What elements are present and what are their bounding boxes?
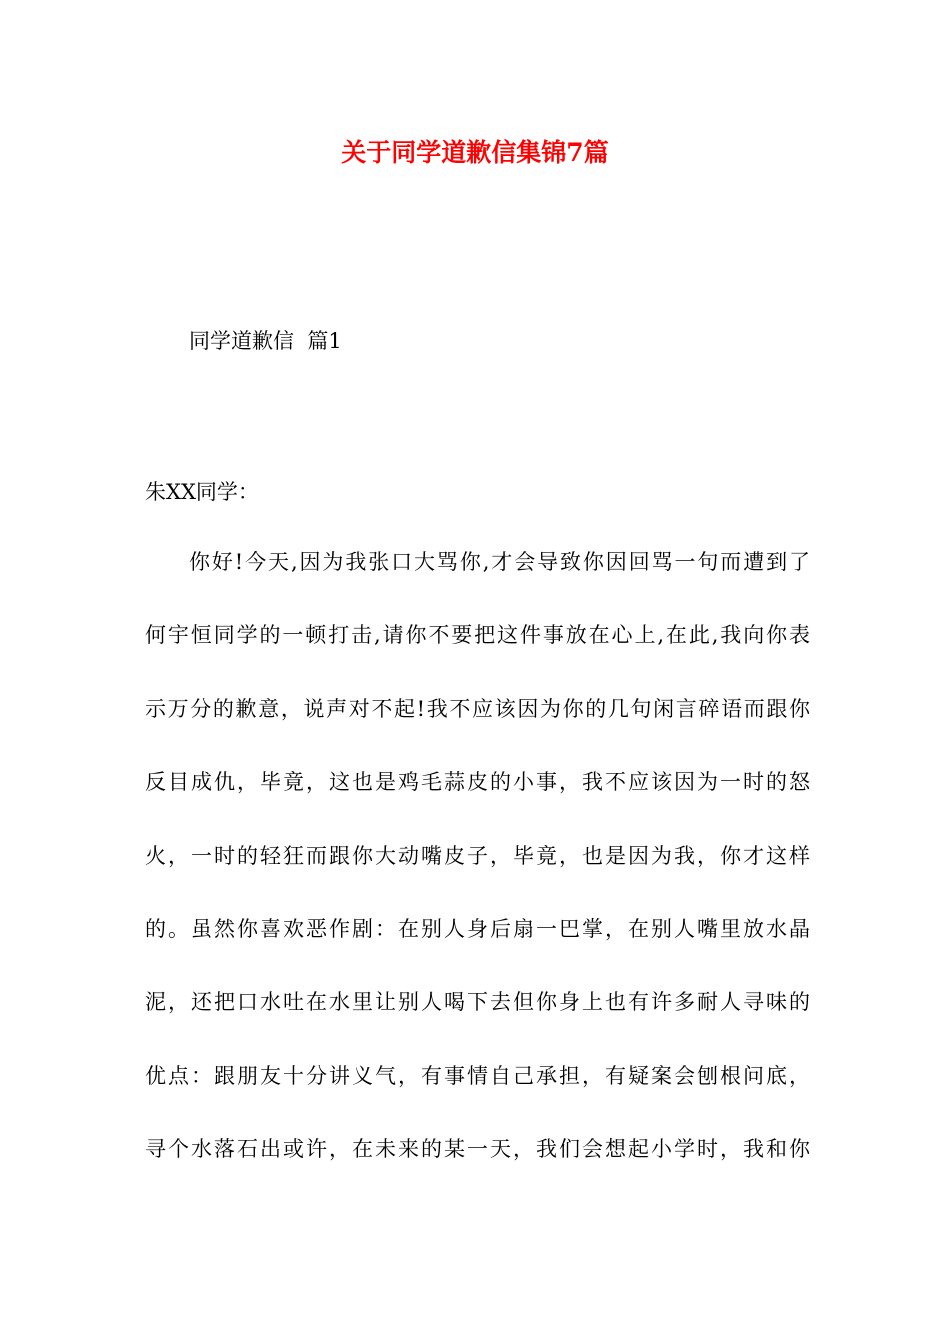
body-line: 示万分的歉意，说声对不起!我不应该因为你的几句闲言碎语而跟你 bbox=[145, 696, 810, 721]
body-line: 优点：跟朋友十分讲义气，有事情自己承担，有疑案会刨根问底， bbox=[145, 1063, 810, 1088]
body-line: 反目成仇，毕竟，这也是鸡毛蒜皮的小事，我不应该因为一时的怒 bbox=[145, 770, 810, 795]
document-title: 关于同学道歉信集锦7篇 bbox=[341, 138, 609, 167]
letter-body bbox=[145, 547, 810, 1208]
body-line: 火，一时的轻狂而跟你大动嘴皮子，毕竟，也是因为我，你才这样 bbox=[145, 843, 810, 868]
body-line: 何宇恒同学的一顿打击,请你不要把这件事放在心上,在此,我向你表 bbox=[145, 623, 810, 648]
body-line: 泥，还把口水吐在水里让别人喝下去但你身上也有许多耐人寻味的 bbox=[145, 990, 810, 1015]
body-line: 的。虽然你喜欢恶作剧：在别人身后扇一巴掌，在别人嘴里放水晶 bbox=[145, 916, 810, 941]
salutation: 朱XX同学： bbox=[145, 480, 259, 504]
section-heading: 同学道歉信 篇1 bbox=[189, 329, 342, 353]
body-line: 你好!今天,因为我张口大骂你,才会导致你因回骂一句而遭到了 bbox=[189, 550, 810, 574]
body-line: 寻个水落石出或许，在未来的某一天，我们会想起小学时，我和你 bbox=[145, 1137, 810, 1162]
